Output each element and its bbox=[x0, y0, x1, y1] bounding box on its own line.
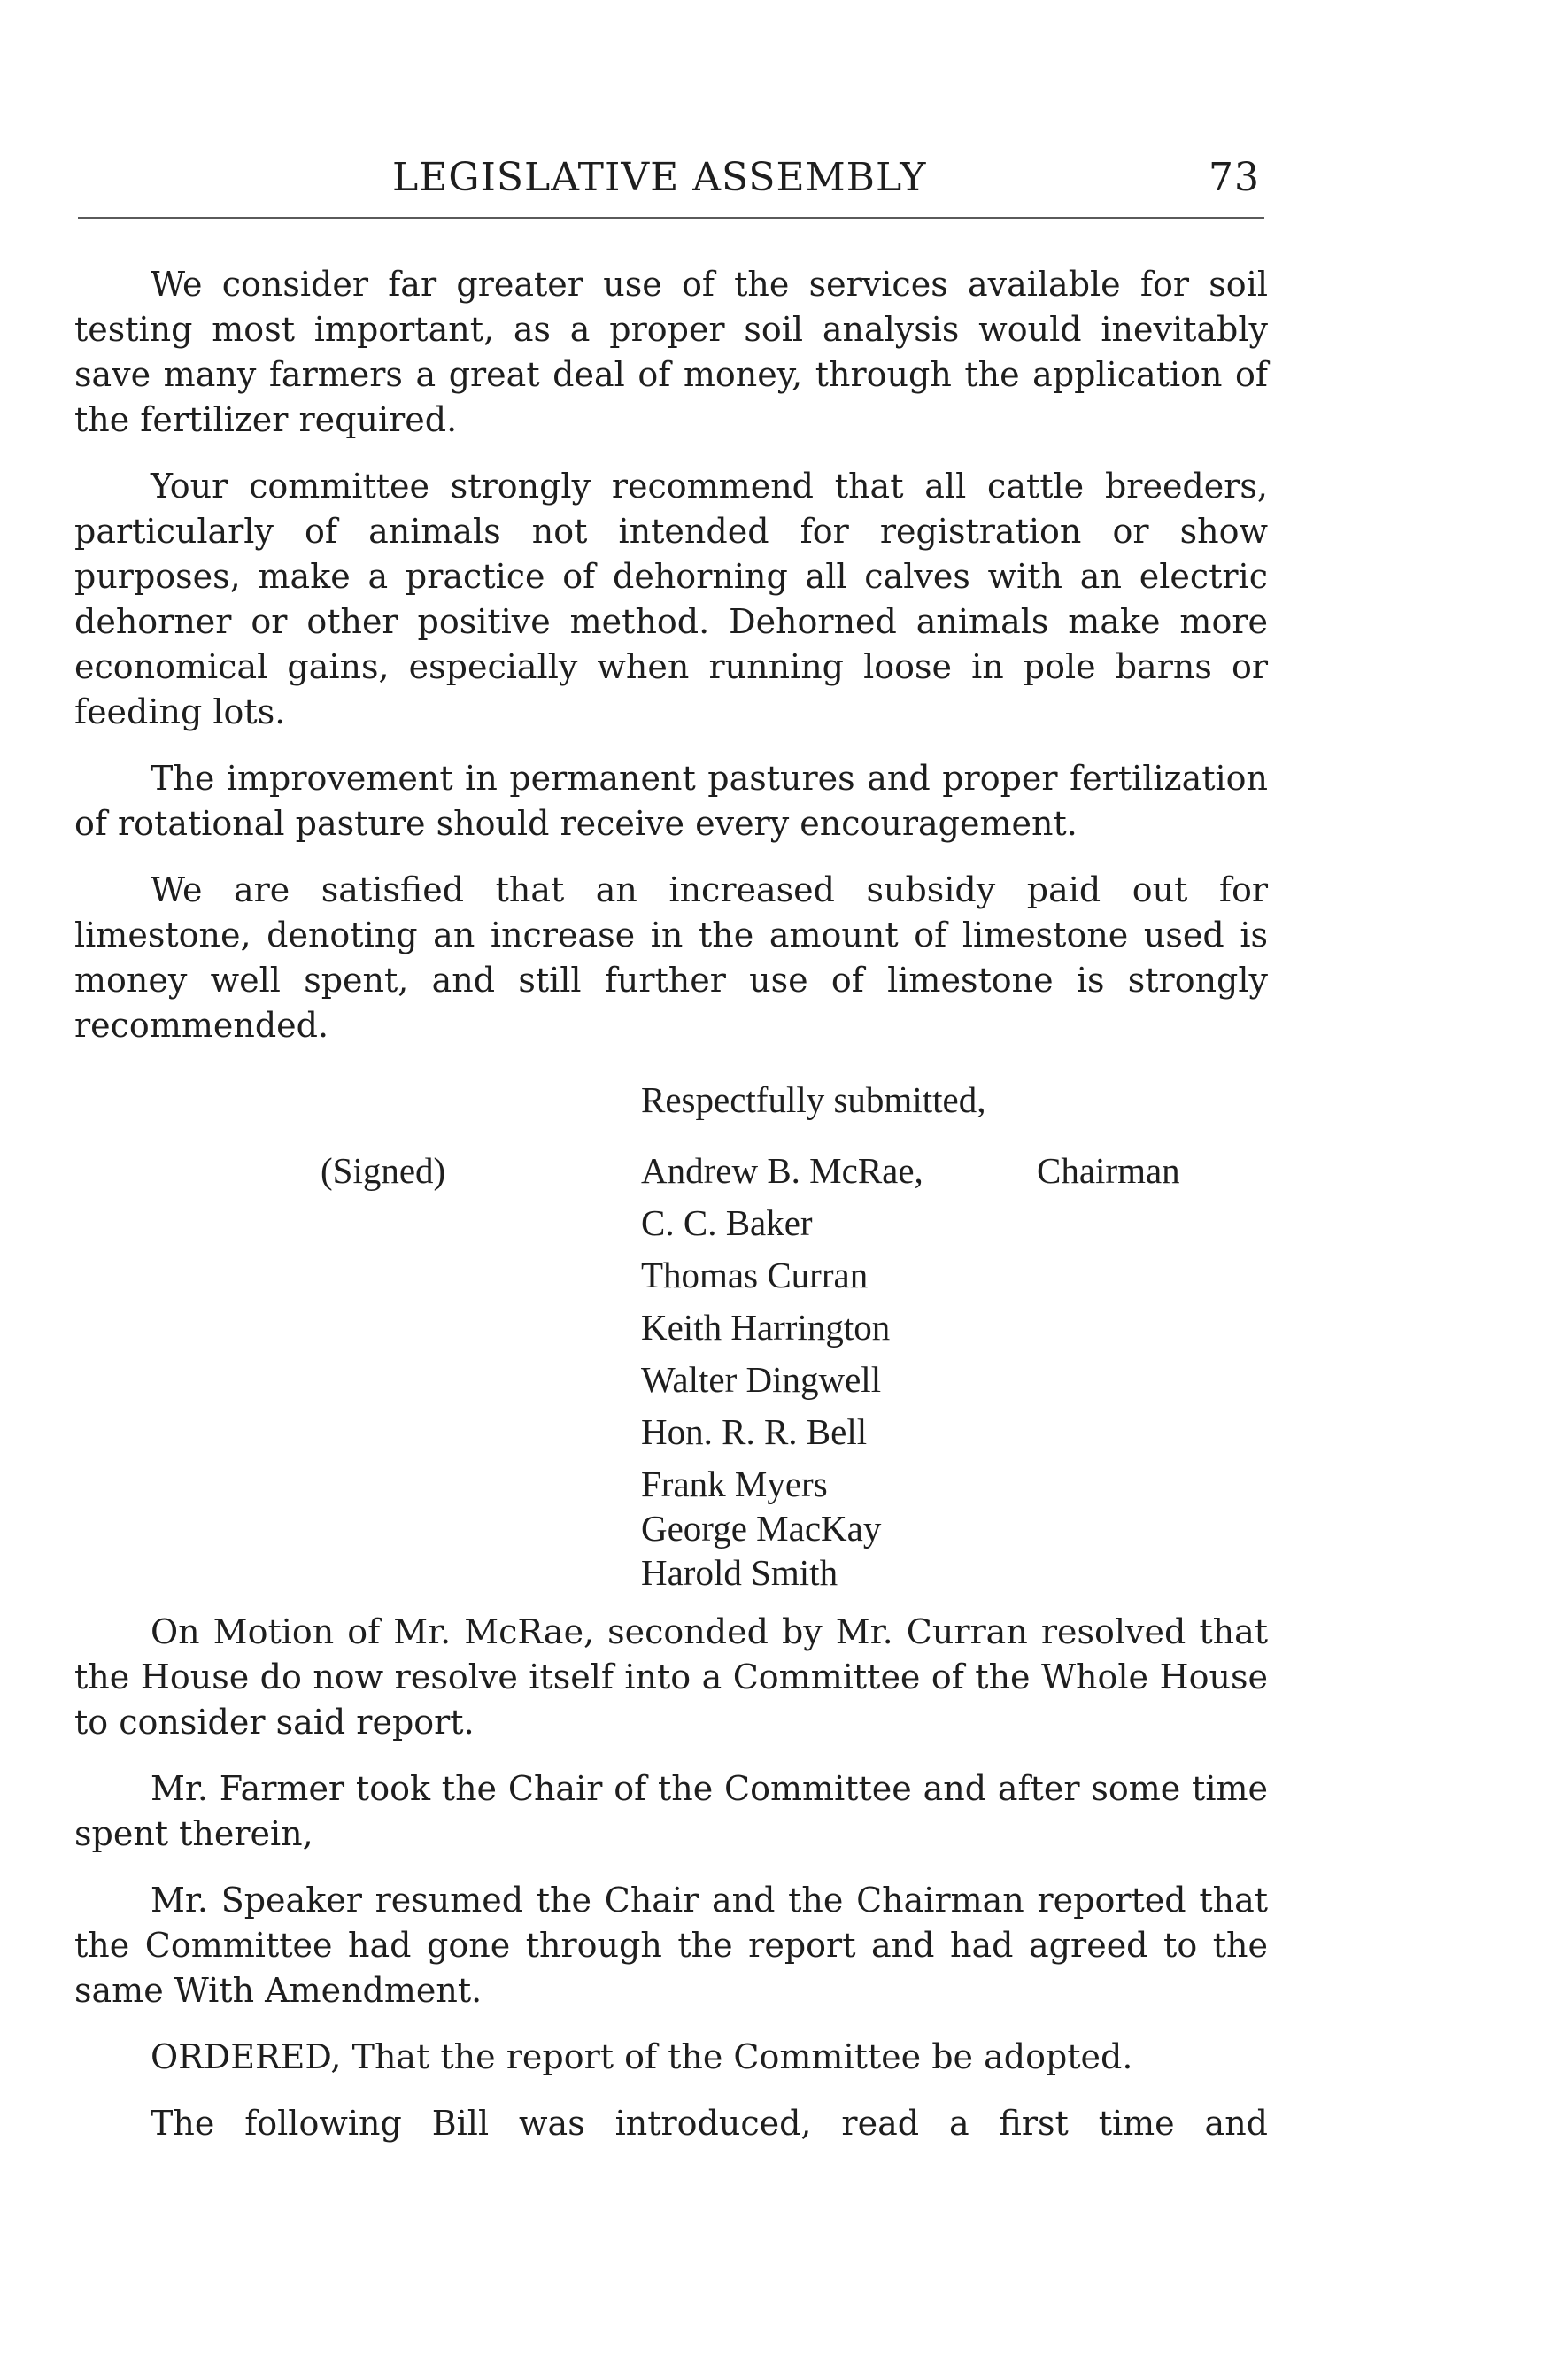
signatory-name: George MacKay bbox=[641, 1508, 882, 1549]
signatory-name: Walter Dingwell bbox=[641, 1359, 882, 1400]
header-rule bbox=[78, 217, 1264, 219]
paragraph-bill-introduced: The following Bill was introduced, read a first time and bbox=[151, 2104, 1268, 2143]
chairman-title: Chairman bbox=[1037, 1150, 1180, 1191]
signatory-name: Hon. R. R. Bell bbox=[641, 1411, 868, 1452]
proceedings-text bbox=[74, 1610, 1268, 2168]
signatory-name: Andrew B. McRae, bbox=[641, 1150, 923, 1191]
signatory-name: Frank Myers bbox=[641, 1464, 828, 1504]
paragraph-motion: On Motion of Mr. McRae, seconded by Mr. Curran resolved that the House do now resolve itself into a Committee of the Whole House to consider said report. bbox=[74, 1612, 1268, 1742]
closing-line: Respectfully submitted, bbox=[641, 1079, 986, 1120]
paragraph-soil-testing: We consider far greater use of the services available for soil testing most important, as a proper soil analysis would inevitably save many farmers a great deal of money, through the application of the fertilizer required. bbox=[74, 265, 1268, 439]
signatory-list bbox=[641, 1145, 923, 1591]
paragraph-speaker-report: Mr. Speaker resumed the Chair and the Chairman reported that the Committee had gone through the report and had agreed to the same With Amendment. bbox=[74, 1881, 1268, 2010]
signed-label: (Signed) bbox=[321, 1150, 446, 1191]
paragraph-pastures: The improvement in permanent pastures and proper fertilization of rotational pasture should receive every encouragement. bbox=[74, 759, 1268, 843]
page-header bbox=[78, 155, 1260, 208]
paragraph-dehorning: Your committee strongly recommend that all cattle breeders, particularly of animals not intended for registration or show purposes, make a practice of dehorning all calves with an electric dehorner or other positive method. Dehorned animals make more economical gains, especially when running loose in pole barns or feeding lots. bbox=[74, 467, 1268, 731]
signatory-name: C. C. Baker bbox=[641, 1202, 813, 1243]
signatory-name: Keith Harrington bbox=[641, 1307, 891, 1348]
running-head-title: LEGISLATIVE ASSEMBLY bbox=[392, 155, 927, 200]
paragraph-limestone: We are satisfied that an increased subsidy paid out for limestone, denoting an increase in the amount of limestone used is money well spent, and still further use of limestone is strongly recommended. bbox=[74, 870, 1268, 1045]
paragraph-ordered: ORDERED, That the report of the Committee be adopted. bbox=[151, 2037, 1133, 2076]
paragraph-committee-chair: Mr. Farmer took the Chair of the Committee and after some time spent therein, bbox=[74, 1769, 1268, 1853]
page-number: 73 bbox=[1209, 155, 1260, 200]
signatory-name: Thomas Curran bbox=[641, 1255, 869, 1295]
report-body bbox=[74, 262, 1268, 1070]
signatory-name: Harold Smith bbox=[641, 1552, 838, 1593]
